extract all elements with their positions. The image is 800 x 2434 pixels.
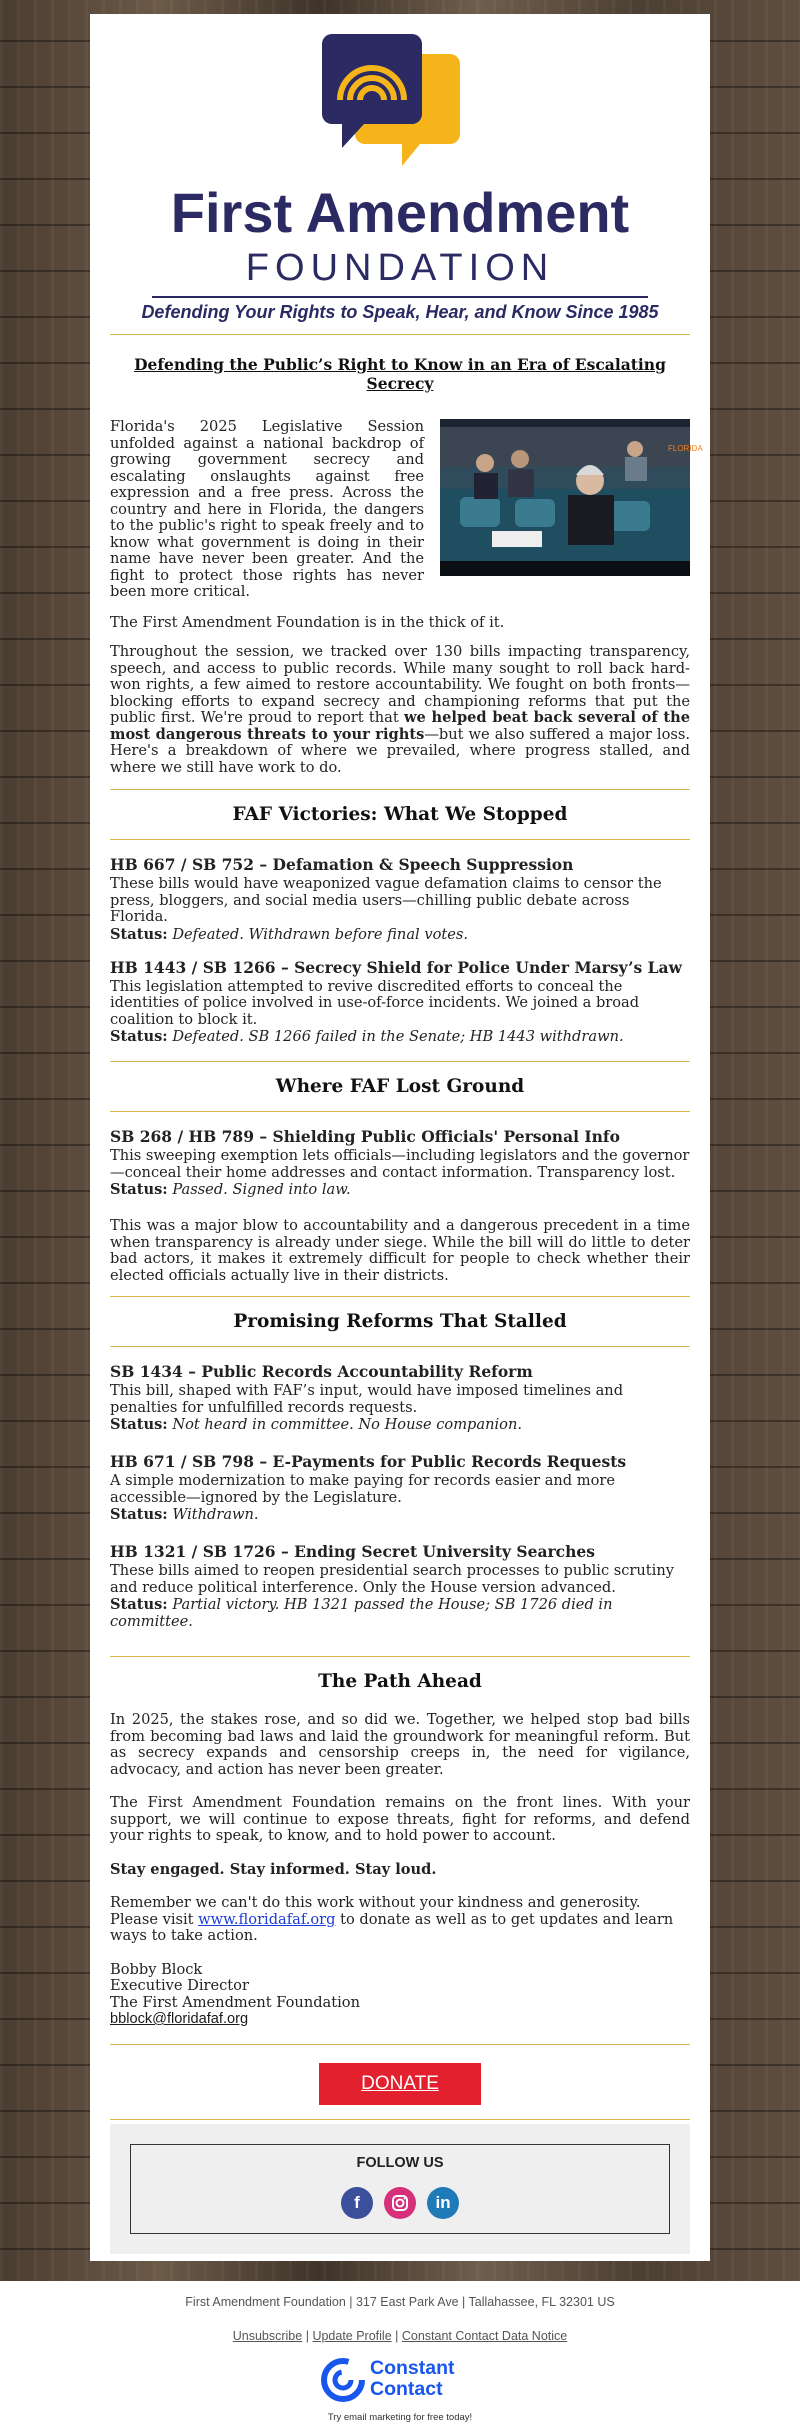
path-paragraph-1: In 2025, the stakes rose, and so did we. Together, we helped stop bad bills from becoming bad laws and laid the groundwork for meaningful reform. But as secrecy expands and censorship creeps in, the need for vigilance, advocacy, and action has never been greater.	[110, 1711, 690, 1778]
status-value: Not heard in committee. No House companion.	[172, 1416, 522, 1433]
link-separator: |	[395, 2329, 399, 2343]
logo-underline	[152, 296, 648, 298]
stalled-title: Promising Reforms That Stalled	[233, 1311, 567, 1332]
bill-item	[110, 1128, 690, 1198]
bill-status	[110, 926, 690, 943]
unsubscribe-link[interactable]: Unsubscribe	[232, 2329, 303, 2343]
status-value: Passed. Signed into law.	[172, 1181, 351, 1198]
donate-text-start: Remember we can't do this work without your kindness and generosity. Please visit	[110, 1894, 641, 1928]
instagram-icon[interactable]	[384, 2187, 416, 2219]
signer-email-link[interactable]: bblock@floridafaf.org	[110, 2011, 249, 2027]
linkedin-icon[interactable]: in	[427, 2187, 459, 2219]
bill-item	[110, 1453, 690, 1523]
lost-ground-title: Where FAF Lost Ground	[275, 1076, 525, 1097]
donate-button[interactable]: DONATE	[319, 2063, 481, 2105]
logo-org-line1: First Amendment	[170, 181, 630, 244]
status-value: Withdrawn.	[172, 1506, 259, 1523]
data-notice-link[interactable]: Constant Contact Data Notice	[401, 2329, 568, 2343]
bill-status	[110, 1596, 690, 1630]
footer	[0, 2281, 800, 2434]
bill-description: This sweeping exemption lets officials—including legislators and the governor—conceal their home addresses and contact information. Transparency lost.	[110, 1147, 690, 1181]
rallying-line: Stay engaged. Stay informed. Stay loud.	[110, 1860, 437, 1878]
bill-title: HB 671 / SB 798 – E-Payments for Public Records Requests	[110, 1452, 627, 1471]
bill-status	[110, 1181, 690, 1198]
divider	[110, 1111, 690, 1112]
lost-ground-note: This was a major blow to accountability and a dangerous precedent in a time when transparency is already under siege. While the bill will do little to deter bad actors, it makes it extremely difficult for people to check whether their elected officials actually live in their districts.	[110, 1217, 690, 1284]
follow-title: FOLLOW US	[356, 2154, 444, 2171]
headline: Defending the Public’s Right to Know in an Era of Escalating Secrecy	[134, 355, 666, 393]
bill-item	[110, 856, 690, 943]
status-value: Defeated. Withdrawn before final votes.	[172, 925, 468, 943]
intro-p3-end: —but we also suffered a major loss. Here's a breakdown of where we prevailed, where progress stalled, and where we still have work to do.	[110, 725, 690, 776]
logo-org-line2: FOUNDATION	[245, 247, 555, 289]
intro-paragraph-1: Florida's 2025 Legislative Session unfolded against a national backdrop of growing government secrecy and escalating onslaughts against free expression and a free press. Across the country and here in Florida, the dangers to the public's right to speak freely and to know what government is doing in their name have never been greater. And the fight to protect those rights has never been more critical.	[110, 418, 424, 600]
intro-paragraph-2: The First Amendment Foundation is in the thick of it.	[110, 613, 505, 631]
cc-line2: Contact	[370, 2378, 443, 2400]
status-label: Status:	[110, 1596, 168, 1613]
constant-contact-icon	[320, 2357, 366, 2403]
bill-status	[110, 1416, 690, 1433]
status-label: Status:	[110, 1416, 168, 1433]
intro-paragraph-3	[110, 644, 690, 776]
constant-contact-wordmark	[370, 2358, 455, 2400]
follow-box	[130, 2144, 670, 2234]
status-label: Status:	[110, 1506, 168, 1523]
bill-title: HB 667 / SB 752 – Defamation & Speech Suppression	[110, 855, 574, 874]
intro-p3-start: Throughout the session, we tracked over 130 bills impacting transparency, speech, and access to public records. While many sought to roll back hard-won rights, a few aimed to restore accountability. We fought on both fronts—blocking efforts to expand secrecy and championing reforms that put the public first. We're proud to report that	[110, 643, 690, 726]
hearing-photo	[440, 419, 703, 576]
foundation-logo	[110, 14, 690, 334]
status-value: Partial victory. HB 1321 passed the House; SB 1726 died in committee.	[110, 1596, 613, 1630]
status-label: Status:	[110, 925, 168, 943]
signer-name: Bobby Block	[110, 1960, 203, 1978]
signature-block	[110, 1962, 690, 2028]
email-card	[90, 14, 710, 2261]
intro-section	[110, 418, 703, 776]
signer-org: The First Amendment Foundation	[110, 1993, 360, 2011]
bill-item	[110, 1363, 690, 1433]
status-label: Status:	[110, 1181, 168, 1198]
donate-section	[110, 2045, 690, 2119]
donate-text-end: to donate as well as to get updates and learn ways to take action.	[110, 1910, 674, 1944]
bill-title: SB 268 / HB 789 – Shielding Public Officials' Personal Info	[110, 1127, 620, 1146]
bill-title: SB 1434 – Public Records Accountability Reform	[110, 1362, 533, 1381]
update-profile-link[interactable]: Update Profile	[312, 2329, 392, 2343]
bill-description: These bills aimed to reopen presidential search processes to public scrutiny and reduce political interference. Only the House version advanced.	[110, 1562, 674, 1596]
bill-description: These bills would have weaponized vague defamation claims to censor the press, bloggers, and social media users—chilling public debate across Florida.	[110, 875, 662, 925]
bill-status	[110, 1028, 690, 1045]
constant-contact-logo[interactable]	[320, 2357, 480, 2405]
bill-description: This legislation attempted to revive discredited efforts to conceal the identities of police involved in use-of-force incidents. We joined a broad coalition to block it.	[110, 977, 640, 1028]
path-paragraph-2: The First Amendment Foundation remains on the front lines. With your support, we will continue to expose threats, fight for reforms, and defend your rights to speak, to know, and to hold power to account.	[110, 1794, 690, 1844]
divider	[110, 2119, 690, 2120]
divider	[110, 1346, 690, 1347]
bill-title: HB 1443 / SB 1266 – Secrecy Shield for Police Under Marsy’s Law	[110, 957, 682, 977]
cc-line1: Constant	[370, 2357, 455, 2379]
follow-section	[110, 2124, 690, 2254]
link-separator: |	[305, 2329, 309, 2343]
logo-tagline: Defending Your Rights to Speak, Hear, and Know Since 1985	[141, 302, 659, 322]
bill-item	[110, 959, 690, 1046]
path-ahead-title: The Path Ahead	[318, 1671, 482, 1692]
divider	[110, 839, 690, 840]
signer-role: Executive Director	[110, 1977, 249, 1994]
victories-title: FAF Victories: What We Stopped	[232, 804, 568, 825]
intro-p3-bold: we helped beat back several of the most dangerous threats to your rights	[110, 709, 690, 743]
cc-tagline: Try email marketing for free today!	[327, 2412, 473, 2423]
bill-item	[110, 1543, 690, 1630]
bill-description: This bill, shaped with FAF’s input, would have imposed timelines and penalties for unfulfilled records requests.	[110, 1382, 624, 1416]
bill-status	[110, 1506, 690, 1523]
status-value: Defeated. SB 1266 failed in the Senate; HB 1443 withdrawn.	[172, 1028, 624, 1045]
bill-description: A simple modernization to make paying for records easier and more accessible—ignored by the Legislature.	[110, 1472, 616, 1506]
photo-sign-text: FLORIDA	[668, 444, 703, 453]
footer-links	[0, 2329, 800, 2343]
website-link[interactable]: www.floridafaf.org	[198, 1910, 336, 1928]
facebook-icon[interactable]: f	[341, 2187, 373, 2219]
path-paragraph-3	[110, 1862, 690, 1879]
bill-title: HB 1321 / SB 1726 – Ending Secret University Searches	[110, 1542, 595, 1561]
status-label: Status:	[110, 1028, 168, 1045]
path-paragraph-4	[110, 1895, 690, 1945]
footer-address: First Amendment Foundation | 317 East Park Ave | Tallahassee, FL 32301 US	[185, 2295, 615, 2309]
